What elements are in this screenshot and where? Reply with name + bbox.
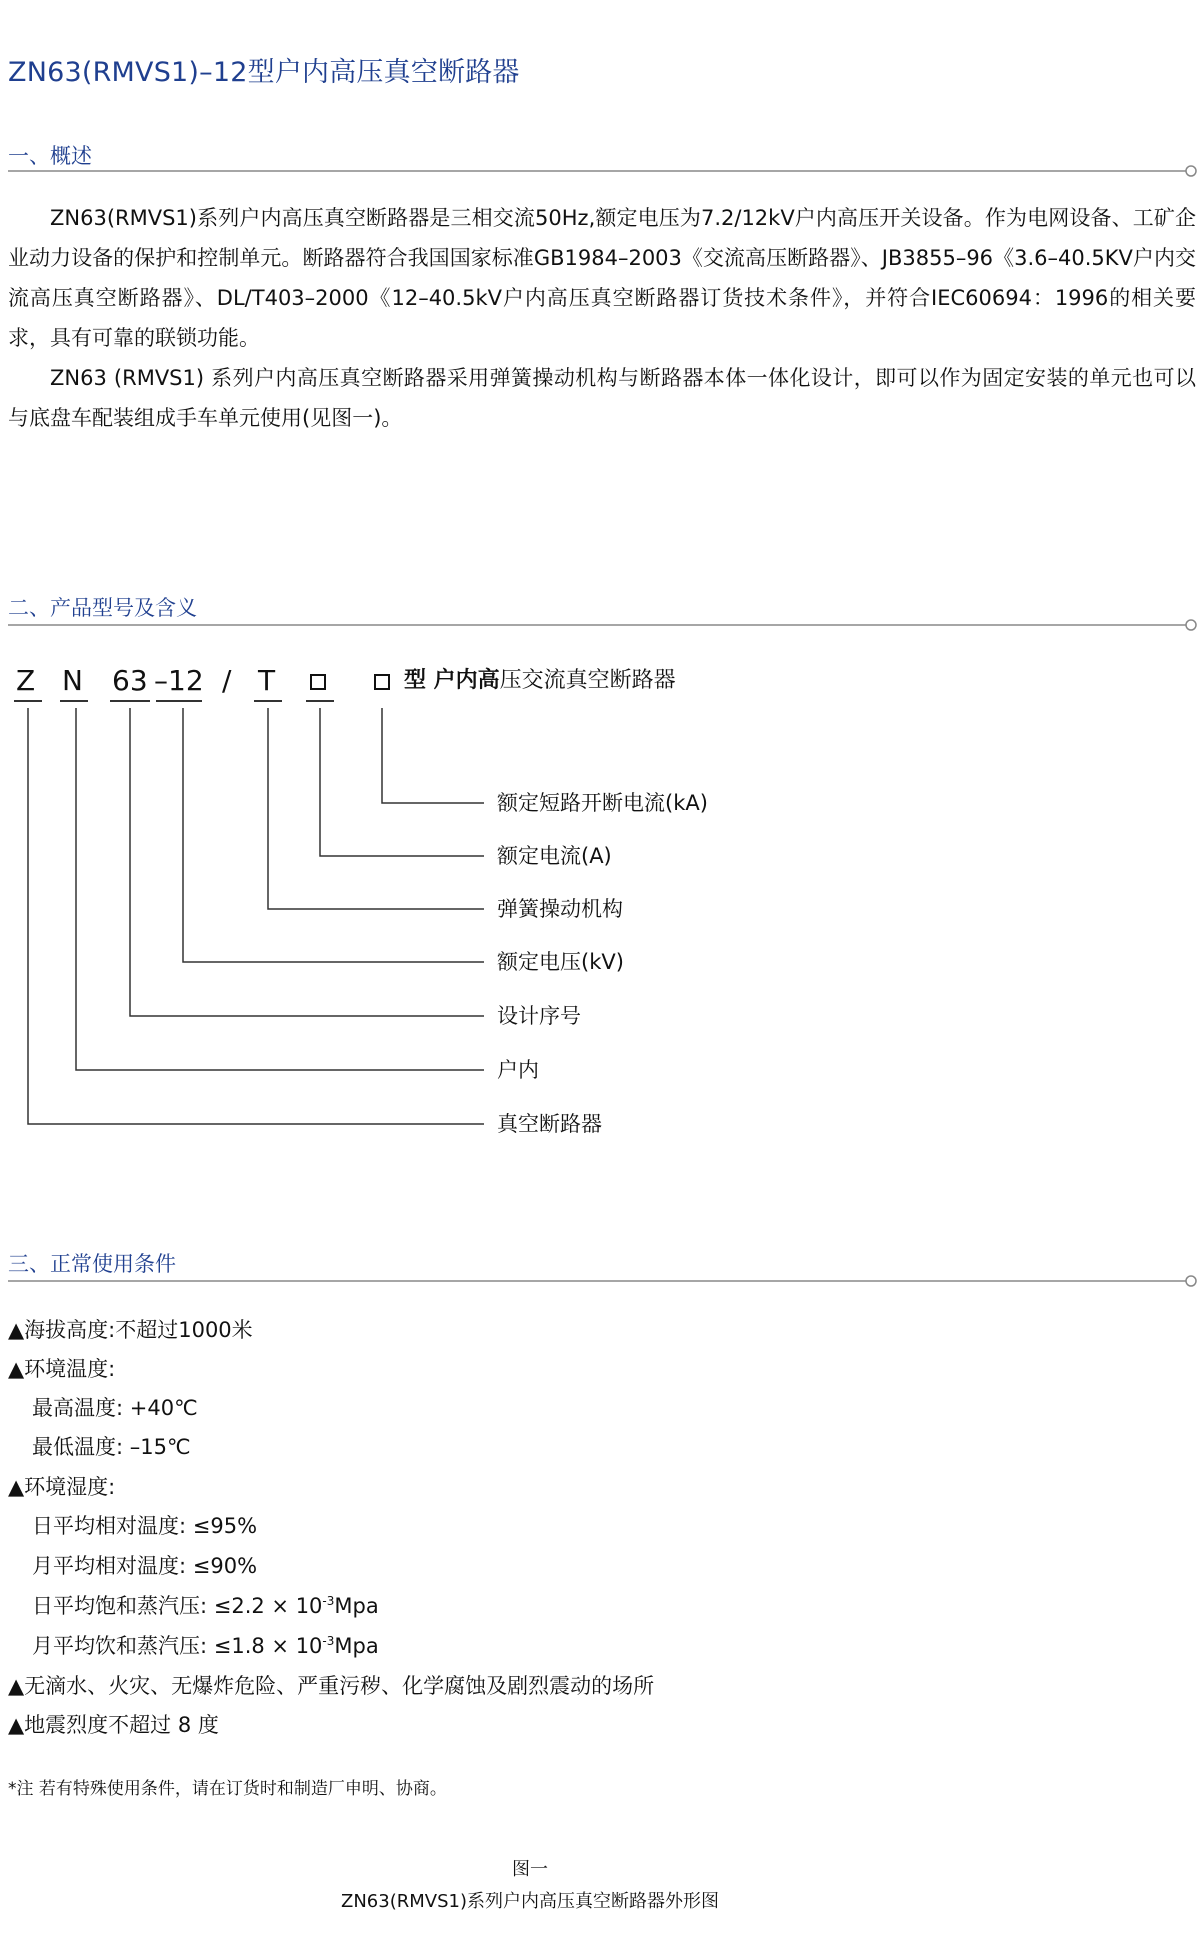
section-divider [8, 618, 1198, 632]
legend-vacuum-breaker: 真空断路器 [497, 1112, 602, 1136]
condition-temperature-heading: ▲环境温度: [8, 1357, 116, 1381]
condition-seismic: ▲地震烈度不超过 8 度 [8, 1713, 219, 1737]
legend-indoor: 户内 [497, 1058, 539, 1082]
legend-rated-current: 额定电流(A) [497, 844, 612, 868]
section-heading-overview: 一、概述 [8, 144, 92, 168]
figure-label: 图一 [512, 1859, 548, 1880]
legend-rated-voltage: 额定电压(kV) [497, 950, 624, 974]
legend-spring-mechanism: 弹簧操动机构 [497, 897, 623, 921]
section-divider [8, 164, 1198, 178]
model-code-t: T [258, 664, 276, 697]
legend-design-serial: 设计序号 [497, 1004, 581, 1028]
model-code-slash: / [222, 664, 232, 697]
condition-humidity-monthly: 月平均相对温度: ≤90% [32, 1554, 258, 1578]
condition-altitude: ▲海拔高度:不超过1000米 [8, 1318, 253, 1342]
condition-hazard: ▲无滴水、火灾、无爆炸危险、严重污秽、化学腐蚀及剧烈震动的场所 [8, 1674, 655, 1698]
condition-temperature-max: 最高温度: +40℃ [32, 1396, 198, 1420]
page-title: ZN63(RMVS1)–12型户内高压真空断路器 [8, 57, 520, 88]
section-heading-conditions: 三、正常使用条件 [8, 1252, 176, 1276]
section-divider [8, 1274, 1198, 1288]
overview-paragraph-2: ZN63 (RMVS1) 系列户内高压真空断路器采用弹簧操动机构与断路器本体一体化设计，即可以作为固定安装的单元也可以与底盘车配装组成手车单元使用(见图一)。 [8, 366, 1196, 430]
model-placeholder-box-breaking [374, 674, 390, 690]
model-suffix: 型 户内高压交流真空断路器 [404, 668, 676, 693]
condition-humidity-daily: 日平均相对温度: ≤95% [32, 1514, 258, 1538]
section-heading-model: 二、产品型号及含义 [8, 596, 197, 620]
condition-temperature-min: 最低温度: –15℃ [32, 1435, 191, 1459]
special-conditions-note: *注 若有特殊使用条件，请在订货时和制造厂申明、协商。 [8, 1779, 447, 1799]
model-placeholder-box-current [310, 674, 326, 690]
legend-breaking-current: 额定短路开断电流(kA) [497, 791, 708, 815]
condition-humidity-heading: ▲环境湿度: [8, 1475, 116, 1499]
model-leader-lines [0, 690, 500, 1140]
figure-caption: ZN63(RMVS1)系列户内高压真空断路器外形图 [341, 1891, 719, 1912]
overview-paragraph-1: ZN63(RMVS1)系列户内高压真空断路器是三相交流50Hz,额定电压为7.2/12kV户内高压开关设备。作为电网设备、工矿企业动力设备的保护和控制单元。断路器符合我国国家标准GB1984–2003《交流高压断路器》、JB3855–96《3.6–40.5KV户内交流高压真空断路器》、DL/T403–2000《12–40.5kV户内高压真空断路器订货技术条件》，并符合IEC60694：1996的相关要求，具有可靠的联锁功能。 [8, 206, 1196, 350]
condition-vapor-daily: 日平均饱和蒸汽压: $\le 2.2 \times 10^{-3}Mpa$ [32, 1594, 379, 1618]
model-code-voltage: –12 [154, 664, 204, 697]
model-code-z: Z [16, 664, 36, 697]
model-code-n: N [62, 664, 83, 697]
condition-vapor-monthly: 月平均饮和蒸汽压: $\le 1.8 \times 10^{-3}Mpa$ [32, 1634, 379, 1658]
model-code-number: 63 [112, 664, 148, 697]
